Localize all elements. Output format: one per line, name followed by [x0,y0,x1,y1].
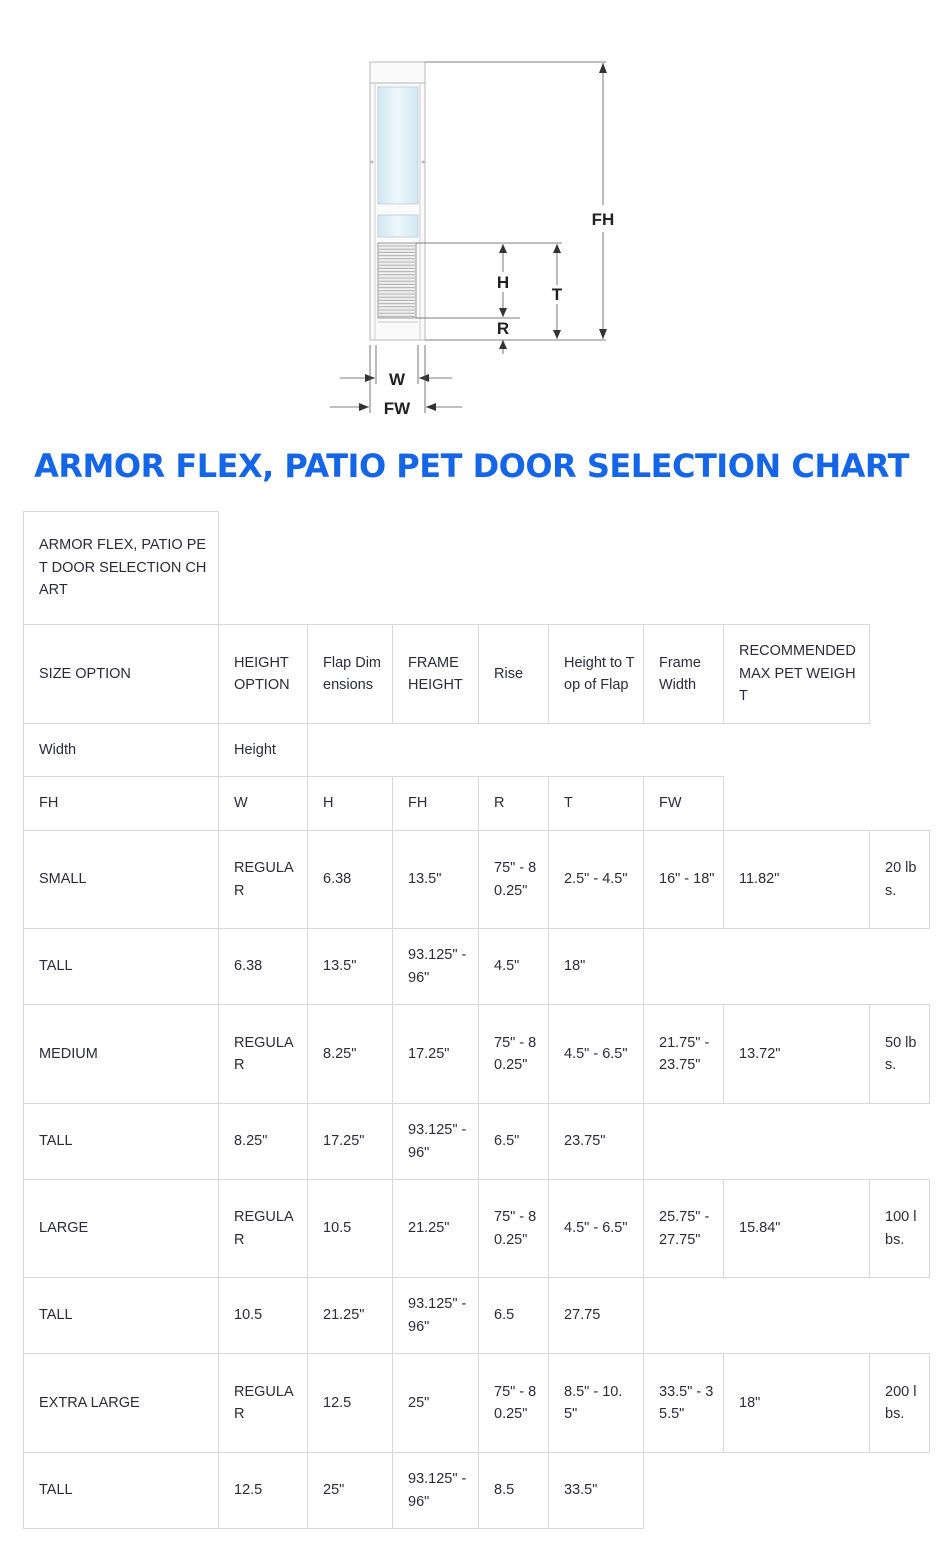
subheader-cell: Height [218,723,308,777]
table-cell: 6.38 [307,830,393,929]
table-cell: REGULAR [218,1353,308,1453]
header-cell: Rise [478,624,549,724]
table-cell: EXTRA LARGE [23,1353,219,1453]
table-cell: 6.38 [218,928,308,1005]
table-cell: 93.125" - 96" [392,1103,479,1180]
table-cell: REGULAR [218,1179,308,1278]
table-cell: TALL [23,1452,219,1529]
table-cell: 27.75 [548,1277,644,1354]
header-cell: Frame Width [643,624,724,724]
table-cell: SMALL [23,830,219,929]
subheader-cell: H [307,776,393,831]
w-label: W [388,370,406,389]
table-cell: 18" [548,928,644,1005]
table-cell: 23.75" [548,1103,644,1180]
table-cell: 12.5 [218,1452,308,1529]
header-cell: FRAME HEIGHT [392,624,479,724]
table-cell: TALL [23,928,219,1005]
subheader-cell: W [218,776,308,831]
header-cell: SIZE OPTION [23,624,219,724]
table-cell: 4.5" [478,928,549,1005]
table-cell: 75" - 80.25" [478,1179,549,1278]
subheader-cell: FH [23,776,219,831]
page-title: ARMOR FLEX, PATIO PET DOOR SELECTION CHART [34,447,909,485]
table-cell: 33.5" - 35.5" [643,1353,724,1453]
table-cell: 21.25" [392,1179,479,1278]
table-cell: MEDIUM [23,1004,219,1104]
header-cell: HEIGHT OPTION [218,624,308,724]
subheader-cell: FW [643,776,724,831]
table-cell: 21.25" [307,1277,393,1354]
table-cell: 15.84" [723,1179,870,1278]
header-cell: Flap Dimensions [307,624,393,724]
table-cell: 20 lbs. [869,830,930,929]
table-cell: 93.125" - 96" [392,1452,479,1529]
fw-label: FW [383,399,411,418]
table-cell: 8.25" [218,1103,308,1180]
table-cell: 2.5" - 4.5" [548,830,644,929]
table-cell: 16" - 18" [643,830,724,929]
table-cell: REGULAR [218,1004,308,1104]
table-cell: REGULAR [218,830,308,929]
r-label: R [496,319,510,338]
table-cell: 21.75" - 23.75" [643,1004,724,1104]
table-cell: 25.75" - 27.75" [643,1179,724,1278]
table-cell: 50 lbs. [869,1004,930,1104]
table-cell: 8.25" [307,1004,393,1104]
table-cell: 75" - 80.25" [478,830,549,929]
table-cell: 13.5" [392,830,479,929]
table-cell: 12.5 [307,1353,393,1453]
table-cell: 25" [307,1452,393,1529]
table-cell: 13.72" [723,1004,870,1104]
table-cell: 200 lbs. [869,1353,930,1453]
table-cell: 93.125" - 96" [392,928,479,1005]
h-label: H [496,273,510,292]
table-cell: 93.125" - 96" [392,1277,479,1354]
header-cell: RECOMMENDED MAX PET WEIGHT [723,624,870,724]
table-cell: 75" - 80.25" [478,1004,549,1104]
table-cell: TALL [23,1103,219,1180]
table-cell: 100 lbs. [869,1179,930,1278]
table-cell: TALL [23,1277,219,1354]
table-caption: ARMOR FLEX, PATIO PET DOOR SELECTION CHART [23,511,219,625]
table-cell: 6.5 [478,1277,549,1354]
subheader-cell: T [548,776,644,831]
table-cell: 6.5" [478,1103,549,1180]
table-cell: 10.5 [218,1277,308,1354]
table-cell: 17.25" [392,1004,479,1104]
fh-label: FH [591,210,615,229]
table-cell: 17.25" [307,1103,393,1180]
table-cell: 25" [392,1353,479,1453]
table-cell: 8.5" - 10.5" [548,1353,644,1453]
table-cell: 18" [723,1353,870,1453]
table-cell: LARGE [23,1179,219,1278]
subheader-cell: R [478,776,549,831]
table-cell: 4.5" - 6.5" [548,1179,644,1278]
table-cell: 75" - 80.25" [478,1353,549,1453]
subheader-cell: Width [23,723,219,777]
t-label: T [551,285,563,304]
table-cell: 4.5" - 6.5" [548,1004,644,1104]
table-cell: 33.5" [548,1452,644,1529]
table-cell: 8.5 [478,1452,549,1529]
subheader-cell: FH [392,776,479,831]
table-cell: 13.5" [307,928,393,1005]
table-cell: 11.82" [723,830,870,929]
table-cell: 10.5 [307,1179,393,1278]
header-cell: Height to Top of Flap [548,624,644,724]
